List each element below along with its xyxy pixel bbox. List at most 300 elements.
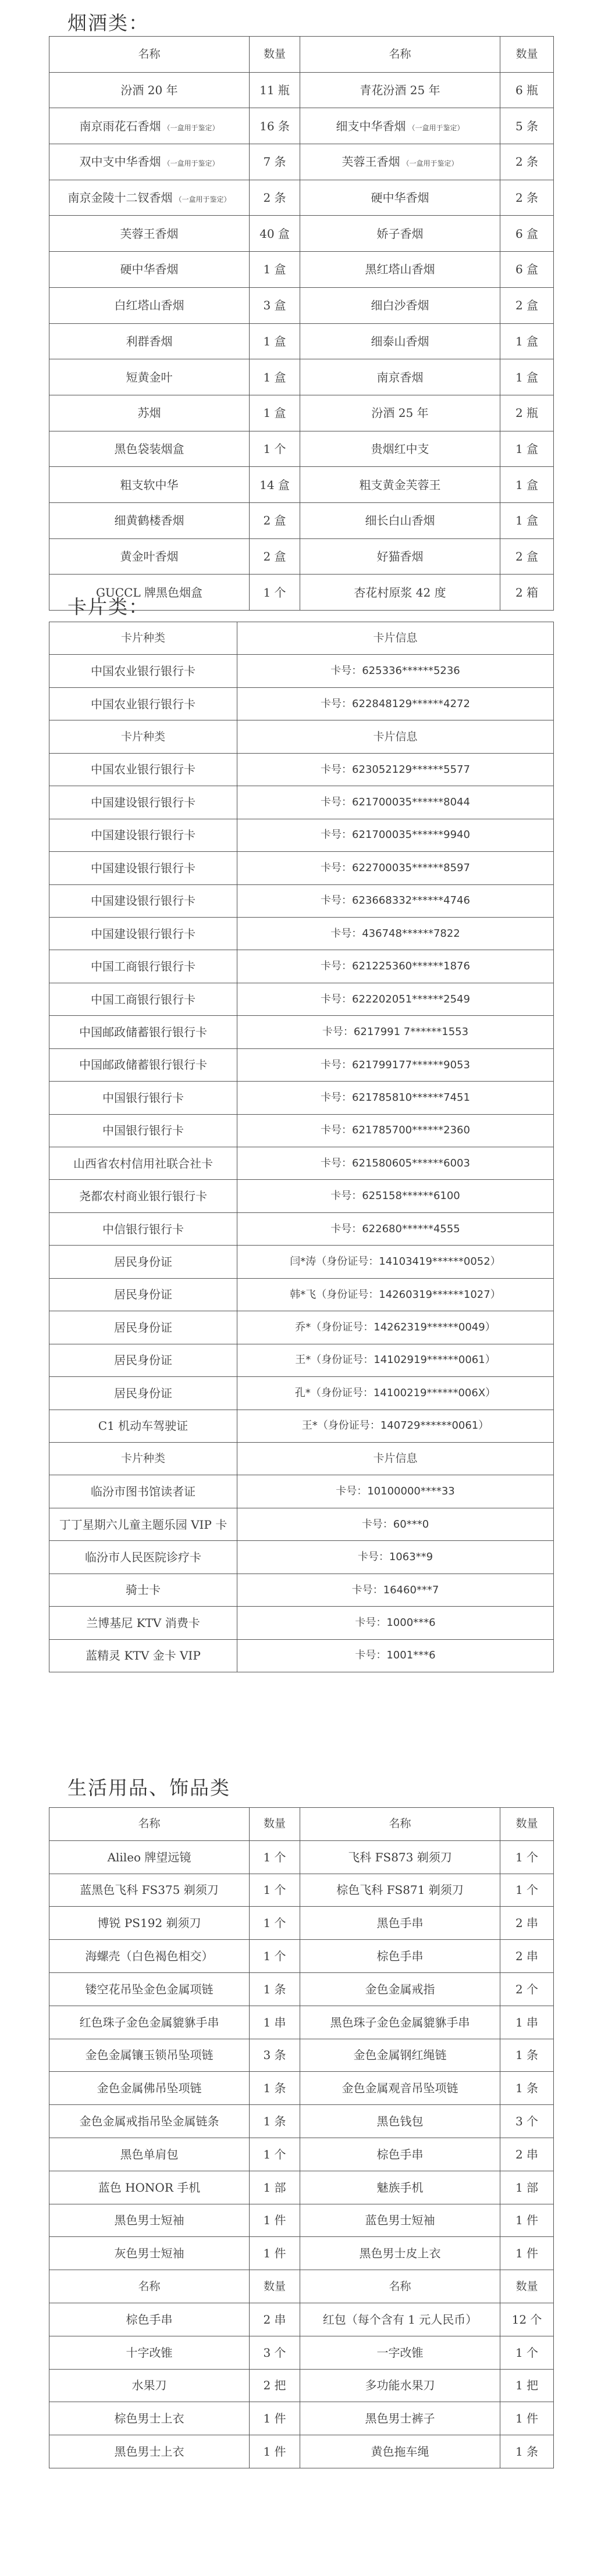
table-row <box>49 287 554 323</box>
card-info-cell: 卡号：6217991 7******1553 <box>237 1016 554 1048</box>
table-row <box>49 2402 554 2435</box>
card-type-cell: 居民身份证 <box>49 1278 237 1311</box>
table-row <box>49 655 554 687</box>
item-name-cell <box>300 180 500 216</box>
item-qty-cell: 2 个 <box>500 1972 554 2006</box>
header-card-type-cell: 卡片种类 <box>49 622 237 655</box>
card-info-cell: 卡号：16460***7 <box>237 1574 554 1606</box>
item-name-cell <box>300 502 500 538</box>
item-qty-cell: 3 条 <box>250 2039 300 2072</box>
item-qty-cell: 1 件 <box>250 2435 300 2468</box>
table-row <box>49 917 554 950</box>
header-qty-cell: 数量 <box>500 1808 554 1841</box>
item-name-cell <box>49 180 250 216</box>
item-qty-cell: 7 条 <box>250 144 300 180</box>
card-info-cell: 王*（身份证号：14102919******0061） <box>237 1344 554 1376</box>
item-name-cell: 镂空花吊坠金色金属项链 <box>49 1972 250 2006</box>
card-info-cell: 乔*（身份证号：14262319******0049） <box>237 1311 554 1344</box>
table-row <box>49 1082 554 1114</box>
item-name: 贵烟红中支 <box>371 441 429 456</box>
card-type-cell: 临汾市人民医院诊疗卡 <box>49 1541 237 1574</box>
item-name-cell <box>300 538 500 575</box>
item-qty-cell: 2 串 <box>500 2138 554 2171</box>
header-card-info-cell: 卡片信息 <box>237 1442 554 1475</box>
card-type-cell: 中国建设银行银行卡 <box>49 819 237 851</box>
item-name-cell: 蓝色 HONOR 手机 <box>49 2171 250 2204</box>
table-row <box>49 2303 554 2336</box>
item-qty-cell: 1 条 <box>500 2435 554 2468</box>
card-info-cell: 卡号：621580605******6003 <box>237 1147 554 1180</box>
item-qty-cell: 2 盒 <box>250 538 300 575</box>
item-name-cell: 博锐 PS192 剃须刀 <box>49 1907 250 1940</box>
table-row <box>49 2006 554 2039</box>
item-qty-cell: 12 个 <box>500 2303 554 2336</box>
item-qty-cell: 1 盒 <box>500 467 554 503</box>
item-qty-cell: 2 条 <box>500 180 554 216</box>
table-row <box>49 1278 554 1311</box>
card-info-cell: 卡号：625158******6100 <box>237 1180 554 1212</box>
card-info-cell: 卡号：621785700******2360 <box>237 1114 554 1147</box>
item-qty-cell: 1 个 <box>500 1840 554 1874</box>
card-type-cell: 蓝精灵 KTV 金卡 VIP <box>49 1639 237 1672</box>
table-row <box>49 1344 554 1376</box>
card-info-cell: 卡号：60***0 <box>237 1508 554 1540</box>
card-info-cell: 卡号：622680******4555 <box>237 1212 554 1245</box>
table-row <box>49 538 554 575</box>
item-note: （一盒用于鉴定） <box>408 123 464 132</box>
item-name-cell <box>49 323 250 359</box>
table-row <box>49 1475 554 1508</box>
item-name: 粗支软中华 <box>120 477 179 492</box>
table-row <box>49 1607 554 1639</box>
table-header-row <box>49 622 554 655</box>
item-qty-cell: 3 个 <box>500 2105 554 2138</box>
header-name-cell: 名称 <box>49 37 250 73</box>
table-row <box>49 819 554 851</box>
item-name: 细黄鹤楼香烟 <box>114 513 184 528</box>
item-name-cell <box>300 323 500 359</box>
item-qty-cell: 2 盒 <box>500 538 554 575</box>
header-name-cell: 名称 <box>300 1808 500 1841</box>
header-name-cell: 名称 <box>49 1808 250 1841</box>
table-row <box>49 1907 554 1940</box>
item-name: 芙蓉王香烟 <box>342 155 400 169</box>
card-type-cell: 中信银行银行卡 <box>49 1212 237 1245</box>
card-type-cell: 临汾市图书馆读者证 <box>49 1475 237 1508</box>
item-name-cell: 海螺壳（白色褐色相交） <box>49 1940 250 1973</box>
item-qty-cell: 1 条 <box>250 2105 300 2138</box>
item-qty-cell: 1 盒 <box>500 502 554 538</box>
table-header-row <box>49 2270 554 2303</box>
card-info-cell: 韩*飞（身份证号：14260319******1027） <box>237 1278 554 1311</box>
item-name-cell: 黑色男士上衣 <box>49 2435 250 2468</box>
table-row <box>49 950 554 983</box>
item-name: GUCCL 牌黑色烟盒 <box>95 585 203 600</box>
item-name: 硬中华香烟 <box>120 262 179 277</box>
item-name-cell: 十字改锥 <box>49 2336 250 2369</box>
item-name: 南京雨花石香烟 <box>79 119 161 133</box>
card-type-cell: 丁丁星期六儿童主题乐园 VIP 卡 <box>49 1508 237 1540</box>
card-info-cell: 卡号：436748******7822 <box>237 917 554 950</box>
card-info-cell: 孔*（身份证号：14100219******006X） <box>237 1377 554 1410</box>
item-name-cell <box>300 252 500 288</box>
table-row <box>49 2039 554 2072</box>
item-name: 南京香烟 <box>376 370 424 384</box>
item-note: （一盒用于鉴定） <box>402 159 458 168</box>
table-row <box>49 502 554 538</box>
item-qty-cell: 1 条 <box>250 1972 300 2006</box>
item-qty-cell: 1 个 <box>250 1840 300 1874</box>
item-name-cell <box>49 216 250 252</box>
item-qty-cell: 1 盒 <box>250 323 300 359</box>
item-qty-cell: 1 件 <box>500 2402 554 2435</box>
item-name-cell: 水果刀 <box>49 2369 250 2402</box>
item-name-cell: 黑色男士皮上衣 <box>300 2237 500 2270</box>
card-type-cell: 中国邮政储蓄银行银行卡 <box>49 1048 237 1081</box>
table-row <box>49 395 554 431</box>
item-qty-cell: 2 盒 <box>500 287 554 323</box>
item-qty-cell: 1 件 <box>250 2237 300 2270</box>
cards-table <box>49 622 554 1672</box>
item-name-cell <box>300 144 500 180</box>
item-name-cell <box>300 359 500 395</box>
item-name: 白红塔山香烟 <box>114 298 184 313</box>
item-name: 细白沙香烟 <box>371 298 429 313</box>
item-name-cell <box>300 216 500 252</box>
table-row <box>49 2369 554 2402</box>
card-type-cell: 中国银行银行卡 <box>49 1082 237 1114</box>
table-row <box>49 1541 554 1574</box>
card-info-cell: 卡号：622848129******4272 <box>237 687 554 720</box>
item-name-cell: 飞科 FS873 剃须刀 <box>300 1840 500 1874</box>
table-row <box>49 2072 554 2105</box>
item-name-cell <box>49 359 250 395</box>
card-type-cell: 居民身份证 <box>49 1377 237 1410</box>
card-type-cell: 中国工商银行银行卡 <box>49 983 237 1015</box>
table-row <box>49 323 554 359</box>
card-info-cell: 卡号：621785810******7451 <box>237 1082 554 1114</box>
table-row <box>49 1180 554 1212</box>
item-qty-cell: 1 条 <box>500 2039 554 2072</box>
item-name-cell: 棕色男士上衣 <box>49 2402 250 2435</box>
card-info-cell: 卡号：621225360******1876 <box>237 950 554 983</box>
table-row <box>49 1212 554 1245</box>
card-info-cell: 卡号：622202051******2549 <box>237 983 554 1015</box>
card-type-cell: 中国邮政储蓄银行银行卡 <box>49 1016 237 1048</box>
table-row <box>49 72 554 108</box>
card-type-cell: 中国建设银行银行卡 <box>49 884 237 917</box>
header-qty-cell: 数量 <box>250 37 300 73</box>
item-name: 短黄金叶 <box>126 370 173 384</box>
table-row <box>49 753 554 786</box>
item-name-cell <box>300 395 500 431</box>
item-name-cell: 黑色钱包 <box>300 2105 500 2138</box>
table-header-row <box>49 1442 554 1475</box>
item-qty-cell: 1 部 <box>250 2171 300 2204</box>
card-type-cell: 中国建设银行银行卡 <box>49 917 237 950</box>
daily-section-title: 生活用品、饰品类 <box>67 1776 230 1799</box>
item-qty-cell: 2 箱 <box>500 575 554 611</box>
card-type-cell: 居民身份证 <box>49 1311 237 1344</box>
item-qty-cell: 2 瓶 <box>500 395 554 431</box>
item-qty-cell: 1 部 <box>500 2171 554 2204</box>
item-name-cell <box>300 575 500 611</box>
table-row <box>49 1840 554 1874</box>
item-name-cell: 红包（每个含有 1 元人民币） <box>300 2303 500 2336</box>
item-qty-cell: 14 盒 <box>250 467 300 503</box>
item-name: 硬中华香烟 <box>371 191 429 205</box>
table-row <box>49 1940 554 1973</box>
table-header-row <box>49 720 554 753</box>
item-name-cell: 红色珠子金色金属貔貅手串 <box>49 2006 250 2039</box>
item-name-cell: Alileo 牌望远镜 <box>49 1840 250 1874</box>
item-name-cell <box>49 502 250 538</box>
item-name-cell: 魅族手机 <box>300 2171 500 2204</box>
item-name-cell: 蓝色男士短袖 <box>300 2204 500 2237</box>
card-type-cell: 中国农业银行银行卡 <box>49 687 237 720</box>
card-type-cell: 中国工商银行银行卡 <box>49 950 237 983</box>
item-qty-cell: 1 个 <box>250 2138 300 2171</box>
card-info-cell: 卡号：1063**9 <box>237 1541 554 1574</box>
table-row <box>49 2105 554 2138</box>
header-name-cell: 名称 <box>49 2270 250 2303</box>
table-row <box>49 852 554 884</box>
item-qty-cell: 1 盒 <box>250 359 300 395</box>
item-qty-cell: 1 盒 <box>250 252 300 288</box>
item-name-cell: 黑色珠子金色金属貔貅手串 <box>300 2006 500 2039</box>
table-row <box>49 687 554 720</box>
table-row <box>49 2336 554 2369</box>
item-qty-cell: 1 盒 <box>500 323 554 359</box>
item-name-cell: 金色金属戒指吊坠金属链条 <box>49 2105 250 2138</box>
item-name-cell: 黑色男士短袖 <box>49 2204 250 2237</box>
item-qty-cell: 1 个 <box>500 1874 554 1907</box>
item-qty-cell: 2 条 <box>500 144 554 180</box>
item-qty-cell: 2 串 <box>500 1907 554 1940</box>
item-qty-cell: 6 瓶 <box>500 72 554 108</box>
table-row <box>49 1311 554 1344</box>
item-name-cell <box>49 395 250 431</box>
item-qty-cell: 1 个 <box>500 2336 554 2369</box>
table-row <box>49 1874 554 1907</box>
table-row <box>49 359 554 395</box>
table-row <box>49 1114 554 1147</box>
item-qty-cell: 5 条 <box>500 108 554 144</box>
item-name-cell <box>49 72 250 108</box>
item-name-cell: 多功能水果刀 <box>300 2369 500 2402</box>
card-info-cell: 卡号：1001***6 <box>237 1639 554 1672</box>
card-info-cell: 卡号：621700035******8044 <box>237 786 554 819</box>
item-qty-cell: 16 条 <box>250 108 300 144</box>
card-type-cell: C1 机动车驾驶证 <box>49 1410 237 1442</box>
table-row <box>49 2204 554 2237</box>
item-name: 娇子香烟 <box>376 226 424 241</box>
item-name-cell: 金色金属观音吊坠项链 <box>300 2072 500 2105</box>
item-qty-cell: 1 串 <box>250 2006 300 2039</box>
item-qty-cell: 40 盒 <box>250 216 300 252</box>
table-row <box>49 108 554 144</box>
item-name: 细支中华香烟 <box>336 119 406 133</box>
card-info-cell: 卡号：623668332******4746 <box>237 884 554 917</box>
item-name: 黄金叶香烟 <box>120 549 179 563</box>
item-qty-cell: 1 盒 <box>500 431 554 467</box>
item-qty-cell: 1 串 <box>500 2006 554 2039</box>
item-qty-cell: 3 盒 <box>250 287 300 323</box>
item-name: 黑色袋装烟盒 <box>114 441 184 456</box>
item-qty-cell: 1 个 <box>250 575 300 611</box>
card-info-cell: 闫*涛（身份证号：14103419******0052） <box>237 1246 554 1278</box>
table-row <box>49 983 554 1015</box>
card-info-cell: 卡号：623052129******5577 <box>237 753 554 786</box>
item-name-cell <box>49 144 250 180</box>
item-qty-cell: 3 个 <box>250 2336 300 2369</box>
header-qty-cell: 数量 <box>250 1808 300 1841</box>
header-qty-cell: 数量 <box>250 2270 300 2303</box>
table-row <box>49 467 554 503</box>
item-note: （一盒用于鉴定） <box>163 123 219 132</box>
item-name-cell <box>300 467 500 503</box>
table-row <box>49 1508 554 1540</box>
item-name: 南京金陵十二钗香烟 <box>67 191 173 205</box>
item-name-cell <box>300 72 500 108</box>
item-name: 青花汾酒 25 年 <box>360 83 440 98</box>
card-info-cell: 卡号：622700035******8597 <box>237 852 554 884</box>
table-row <box>49 252 554 288</box>
item-name-cell: 金色金属镶玉锁吊坠项链 <box>49 2039 250 2072</box>
item-name-cell: 金色金属钢红绳链 <box>300 2039 500 2072</box>
card-type-cell: 中国建设银行银行卡 <box>49 852 237 884</box>
item-name: 杏花村原浆 42 度 <box>354 585 446 600</box>
table-row <box>49 786 554 819</box>
item-qty-cell: 2 条 <box>250 180 300 216</box>
item-name-cell: 棕色手串 <box>300 1940 500 1973</box>
item-qty-cell: 1 件 <box>250 2204 300 2237</box>
table-row <box>49 1377 554 1410</box>
item-name-cell <box>49 431 250 467</box>
item-name-cell: 灰色男士短袖 <box>49 2237 250 2270</box>
cards-section-title: 卡片类： <box>67 595 149 618</box>
header-qty-cell: 数量 <box>500 2270 554 2303</box>
table-row <box>49 1410 554 1442</box>
item-name-cell: 黄色拖车绳 <box>300 2435 500 2468</box>
item-qty-cell: 2 盒 <box>250 502 300 538</box>
card-info-cell: 卡号：1000***6 <box>237 1607 554 1639</box>
card-info-cell: 卡号：621700035******9940 <box>237 819 554 851</box>
item-qty-cell: 6 盒 <box>500 216 554 252</box>
card-type-cell: 中国农业银行银行卡 <box>49 753 237 786</box>
header-card-info-cell: 卡片信息 <box>237 622 554 655</box>
item-name-cell: 金色金属戒指 <box>300 1972 500 2006</box>
item-name: 细长白山香烟 <box>365 513 435 528</box>
card-type-cell: 中国农业银行银行卡 <box>49 655 237 687</box>
item-name-cell: 金色金属佛吊坠项链 <box>49 2072 250 2105</box>
item-qty-cell: 11 瓶 <box>250 72 300 108</box>
item-name: 细泰山香烟 <box>371 334 429 348</box>
table-row <box>49 2171 554 2204</box>
item-name-cell: 黑色男士裤子 <box>300 2402 500 2435</box>
item-qty-cell: 1 个 <box>250 431 300 467</box>
item-qty-cell: 1 件 <box>250 2402 300 2435</box>
item-qty-cell: 1 盒 <box>250 395 300 431</box>
table-row <box>49 1574 554 1606</box>
item-name-cell <box>300 287 500 323</box>
card-type-cell: 兰博基尼 KTV 消费卡 <box>49 1607 237 1639</box>
daily-table <box>49 1807 554 2468</box>
item-name-cell: 棕色飞科 FS871 剃须刀 <box>300 1874 500 1907</box>
card-type-cell: 中国建设银行银行卡 <box>49 786 237 819</box>
item-note: （一盒用于鉴定） <box>175 195 231 204</box>
item-name-cell: 黑色单肩包 <box>49 2138 250 2171</box>
table-row <box>49 884 554 917</box>
table-row <box>49 431 554 467</box>
item-name-cell <box>300 431 500 467</box>
table-row <box>49 216 554 252</box>
item-qty-cell: 1 个 <box>250 1940 300 1973</box>
table-row <box>49 1016 554 1048</box>
table-header-row <box>49 37 554 73</box>
item-name: 黑红塔山香烟 <box>365 262 435 277</box>
item-name: 芙蓉王香烟 <box>120 226 179 241</box>
tobacco-section-title: 烟酒类： <box>67 12 149 34</box>
header-name-cell: 名称 <box>300 37 500 73</box>
header-qty-cell: 数量 <box>500 37 554 73</box>
item-qty-cell: 6 盒 <box>500 252 554 288</box>
item-name-cell: 棕色手串 <box>300 2138 500 2171</box>
table-row <box>49 1048 554 1081</box>
item-qty-cell: 1 盒 <box>500 359 554 395</box>
table-header-row <box>49 1808 554 1841</box>
item-qty-cell: 1 件 <box>500 2237 554 2270</box>
table-row <box>49 1639 554 1672</box>
item-qty-cell: 1 个 <box>250 1874 300 1907</box>
item-name-cell <box>49 538 250 575</box>
item-qty-cell: 2 把 <box>250 2369 300 2402</box>
card-type-cell: 中国银行银行卡 <box>49 1114 237 1147</box>
table-row <box>49 2138 554 2171</box>
item-qty-cell: 2 串 <box>500 1940 554 1973</box>
item-name-cell <box>49 252 250 288</box>
item-name: 好猫香烟 <box>376 549 424 563</box>
item-qty-cell: 1 个 <box>250 1907 300 1940</box>
header-card-info-cell: 卡片信息 <box>237 720 554 753</box>
card-type-cell: 尧都农村商业银行银行卡 <box>49 1180 237 1212</box>
item-qty-cell: 1 条 <box>500 2072 554 2105</box>
table-row <box>49 2237 554 2270</box>
card-info-cell: 卡号：10100000****33 <box>237 1475 554 1508</box>
item-name-cell <box>49 108 250 144</box>
item-name: 汾酒 20 年 <box>120 83 178 98</box>
item-name: 利群香烟 <box>126 334 173 348</box>
table-row <box>49 1246 554 1278</box>
item-name: 粗支黄金芙蓉王 <box>359 477 441 492</box>
item-name: 双中支中华香烟 <box>79 155 161 169</box>
item-name-cell: 黑色手串 <box>300 1907 500 1940</box>
table-row <box>49 144 554 180</box>
item-note: （一盒用于鉴定） <box>163 159 219 168</box>
card-info-cell: 王*（身份证号：140729******0061） <box>237 1410 554 1442</box>
table-row <box>49 180 554 216</box>
item-name: 苏烟 <box>137 406 161 420</box>
card-type-cell: 骑士卡 <box>49 1574 237 1606</box>
card-type-cell: 居民身份证 <box>49 1344 237 1376</box>
card-info-cell: 卡号：621799177******9053 <box>237 1048 554 1081</box>
table-row <box>49 2435 554 2468</box>
item-qty-cell: 1 把 <box>500 2369 554 2402</box>
table-row <box>49 1147 554 1180</box>
card-type-cell: 居民身份证 <box>49 1246 237 1278</box>
item-name-cell: 蓝黑色飞科 FS375 剃须刀 <box>49 1874 250 1907</box>
item-qty-cell: 1 条 <box>250 2072 300 2105</box>
